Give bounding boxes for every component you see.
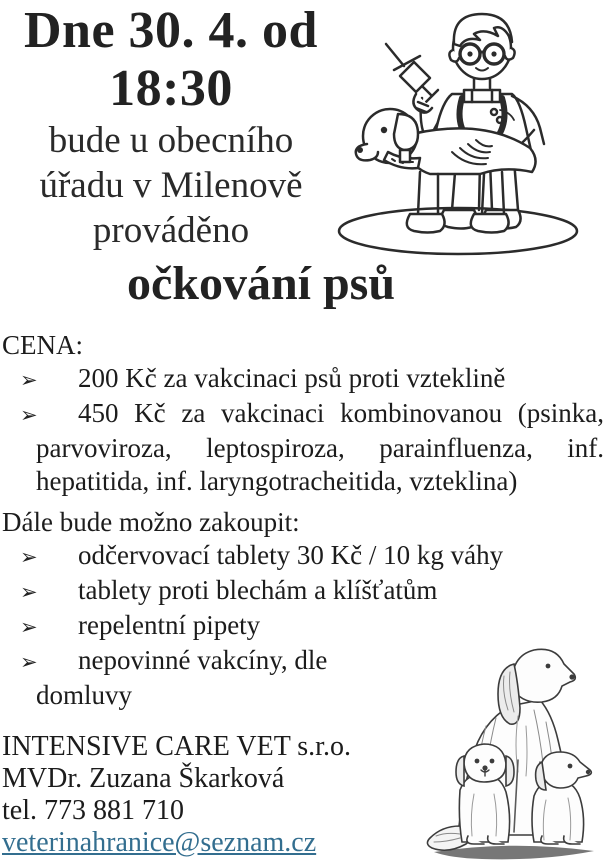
extras-item-text: tablety proti blechám a klíšťatům [78, 575, 438, 605]
contact-person: MVDr. Zuzana Škarková [2, 763, 285, 794]
list-item [2, 362, 604, 397]
event-time: 18:30 [109, 60, 233, 117]
price-item-text: 450 Kč za vakcinaci kombinovanou (psinka, parvoviroza, leptospiroza, parainfluenza, inf. hepatitida, inf. laryngotracheitida, vzteklina) [36, 398, 604, 496]
arrow-bullet-icon: ➢ [20, 650, 38, 674]
arrow-bullet-icon: ➢ [20, 403, 38, 427]
price-section [2, 329, 604, 498]
dog-family-illustration [422, 630, 607, 866]
price-item-text: 200 Kč za vakcinaci psů proti vzteklině [78, 363, 506, 393]
arrow-bullet-icon: ➢ [20, 368, 38, 392]
company-name: INTENSIVE CARE VET s.r.o. [2, 731, 351, 762]
arrow-bullet-icon: ➢ [20, 615, 38, 639]
arrow-bullet-icon: ➢ [20, 545, 38, 569]
list-item [2, 574, 604, 609]
event-date: Dne 30. 4. od [24, 2, 318, 59]
intro-line-3: prováděno [92, 210, 250, 251]
list-item [2, 397, 604, 498]
email-link[interactable]: veterinahranice@seznam.cz [2, 827, 317, 858]
extras-item-text: odčervovací tablety 30 Kč / 10 kg váhy [78, 540, 504, 570]
intro-line-1: bude u obecního [48, 120, 294, 161]
intro-line-2: úřadu v Milenově [39, 165, 303, 206]
list-item [2, 539, 604, 574]
page-title: očkování psů [126, 257, 396, 310]
extras-item-text: nepovinné vakcíny, dle domluvy [36, 645, 328, 710]
extras-item-text: repelentní pipety [78, 610, 261, 640]
extras-section-label: Dále bude možno zakoupit: [2, 507, 300, 537]
phone-number: tel. 773 881 710 [2, 795, 184, 826]
contact-block [2, 731, 351, 859]
price-section-label: CENA: [2, 330, 83, 360]
list-item [2, 644, 400, 712]
arrow-bullet-icon: ➢ [20, 580, 38, 604]
headline-block [0, 2, 342, 253]
vet-with-dog-illustration [334, 2, 606, 260]
